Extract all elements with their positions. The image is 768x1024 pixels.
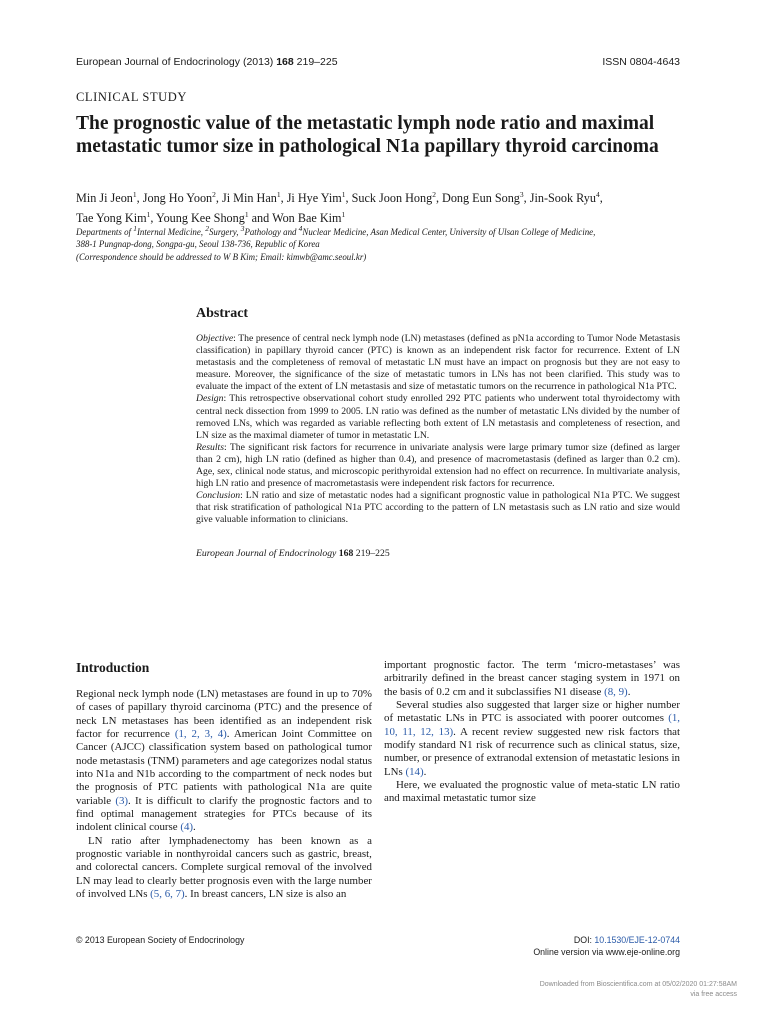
author[interactable]: Jong Ho Yoon$^2$ — [142, 190, 216, 206]
intro-paragraph-1: Regional neck lymph node (LN) metastases are found in up to 70% of cases of papillary thyroid carcinoma (PTC) and the presence of neck LN metastases has been identified as an independent risk factor for recurrence (1, 2, 3, 4). American Joint Committee on Cancer (AJCC) classification system based on pathological tumor node metastasis (TNM) parameters and age categorizes nodal status into N1a and N1b according to the compartment of neck nodes but the prognosis of PTC patients with pathological N1a are quite variable (3). It is difficult to clarify the prognostic factors and to find optimal management strategies for PTCs because of its indolent clinical course (4). — [76, 688, 373, 834]
abstract-design: Design: This retrospective observational cohort study enrolled 292 PTC patients who underwent total thyroidectomy with central neck dissection from 1999 to 2005. LN ratio was defined as the number of metastatic LNs divided by the number of removed LNs, which was regarded as variable reflecting both extent of LN metastasis and completeness of resection, and LN size as the maximal diameter of tumor in metastatic LN. — [196, 393, 680, 441]
reference-link[interactable]: (5, 6, 7) — [150, 888, 185, 901]
author[interactable]: Won Bae Kim$^1$ — [272, 209, 346, 225]
reference-link[interactable]: (4) — [180, 821, 194, 834]
author-list: Min Ji Jeon$^1$, Jong Ho Yoon$^2$, Ji Min Han$^1$, Ji Hye Yim$^1$, Suck Joon Hong$^2$, Dong Eun Song$^3$, Jin-Sook Ryu$^4$, Tae Yong Kim$^1$, Young Kee Shong$^1$ and Won Bae Kim$^1$ — [76, 190, 603, 225]
reference-link[interactable]: (8, 9) — [604, 685, 628, 698]
reference-link[interactable]: (1, 10, 11, 12, 13) — [384, 712, 680, 738]
reference-link[interactable]: (3) — [115, 794, 129, 807]
download-watermark: Downloaded from Bioscientifica.com at 05/02/2020 01:27:58AM via free access — [539, 981, 737, 998]
reference-link[interactable]: (1, 2, 3, 4) — [174, 728, 227, 741]
online-version: Online version via www.eje-online.org — [533, 946, 680, 957]
correspondence-note: (Correspondence should be addressed to W B Kim; Email: kimwb@amc.seoul.kr) — [76, 252, 367, 262]
abstract-results: Results: The significant risk factors for recurrence in univariate analysis were large primary tumor size (defined as larger than 2 cm), high LN ratio (defined as higher than 0.4), and presence of macrometastasis (defined as larger than 0.2 cm). Age, sex, clinical node status, and microscopic perithyroidal extension had no effect on recurrence. In multivariate analysis, high LN ratio and presence of macrometastasis were independent risk factors for recurrence. — [196, 441, 680, 490]
author[interactable]: Young Kee Shong$^1$ — [156, 209, 249, 225]
running-header — [76, 56, 680, 68]
body-column-left — [76, 660, 372, 902]
issn: ISSN 0804-4643 — [602, 56, 680, 68]
footer-doi-block — [430, 935, 680, 958]
author[interactable]: Dong Eun Song$^3$ — [442, 190, 524, 206]
article-title: The prognostic value of the metastatic lymph node ratio and maximal metastatic tumor size in pathological N1a papillary thyroid carcinoma — [76, 113, 659, 157]
reference-link[interactable]: (14) — [405, 765, 424, 778]
doi-line: DOI: 10.1530/EJE-12-0744 — [573, 935, 680, 945]
intro-paragraph-4: Here, we evaluated the prognostic value of meta-static LN ratio and maximal metastatic tumor size — [384, 779, 680, 805]
intro-paragraph-3: Several studies also suggested that larger size or higher number of metastatic LNs in PTC is associated with poorer outcomes (1, 10, 11, 12, 13). A recent review suggested new risk factors that modify standard N1 risk of recurrence such as clinical status, size, number, or presence of extranodal extension of metastatic lesions in LNs (14). — [384, 699, 681, 778]
affiliations: Departments of $^1$Internal Medicine, $^2$Surgery, $^3$Pathology and $^4$Nuclear Medicine, Asan Medical Center, University of Ulsan College of Medicine, 388-1 Pungnap-dong, Songpa-gu, Seoul 138-736, Republic of Korea — [76, 224, 596, 249]
copyright-notice: © 2013 European Society of Endocrinology — [76, 935, 245, 945]
author[interactable]: Jin-Sook Ryu$^4$ — [529, 190, 600, 206]
article-category: CLINICAL STUDY — [76, 90, 188, 104]
body-column-right — [384, 659, 680, 806]
author[interactable]: Min Ji Jeon$^1$ — [76, 190, 137, 206]
author[interactable]: Suck Joon Hong$^2$ — [351, 190, 436, 206]
author[interactable]: Ji Hye Yim$^1$ — [286, 190, 346, 206]
abstract-objective: Objective: The presence of central neck lymph node (LN) metastases (defined as pN1a according to Tumor Node Metastasis classification) in papillary thyroid cancer (PTC) is known as an independent risk factor for recurrence. Extent of LN metastasis and the completeness of removal of metastatic LN must have an impact on prognosis but they are not easy to measure. Moreover, the significance of the size of metastatic tumors in LNs has not been clarified. This study was to evaluate the impact of the extent of LN metastasis and size of metastatic tumors on the recurrence in pathological N1a PTC. — [196, 333, 680, 393]
volume: 168 — [276, 56, 294, 68]
journal-citation: European Journal of Endocrinology (2013) 168 219–225 — [76, 56, 338, 68]
abstract-citation: European Journal of Endocrinology 168 219–225 — [196, 547, 390, 559]
abstract-conclusion: Conclusion: LN ratio and size of metastatic nodes had a significant prognostic value in pathological N1a PTC. We suggest that risk stratification of pathological N1a PTC according to the pattern of LN metastasis such as LN ratio and size would give valuable information to clinicians. — [196, 490, 680, 526]
author[interactable]: Tae Yong Kim$^1$ — [76, 209, 151, 225]
abstract-section — [196, 306, 680, 559]
intro-paragraph-2: LN ratio after lymphadenectomy has been known as a prognostic variable in nonthyroidal cancers such as gastric, breast, and colorectal cancers. Complete surgical removal of the involved LN may lead to clearly better prognosis even with the large number of involved LNs (5, 6, 7). In breast cancers, LN size is also an — [76, 834, 373, 901]
intro-paragraph-2-continued: important prognostic factor. The term ‘micro-metastases’ was arbitrarily defined in the breast cancer staging system in 1971 on the basis of 0.2 cm and it subclassifies N1 disease (8, 9). — [384, 659, 680, 698]
author[interactable]: Ji Min Han$^1$ — [222, 190, 281, 206]
introduction-heading: Introduction — [76, 660, 150, 675]
abstract-heading: Abstract — [196, 306, 249, 321]
doi-link[interactable]: 10.1530/EJE-12-0744 — [594, 935, 680, 945]
